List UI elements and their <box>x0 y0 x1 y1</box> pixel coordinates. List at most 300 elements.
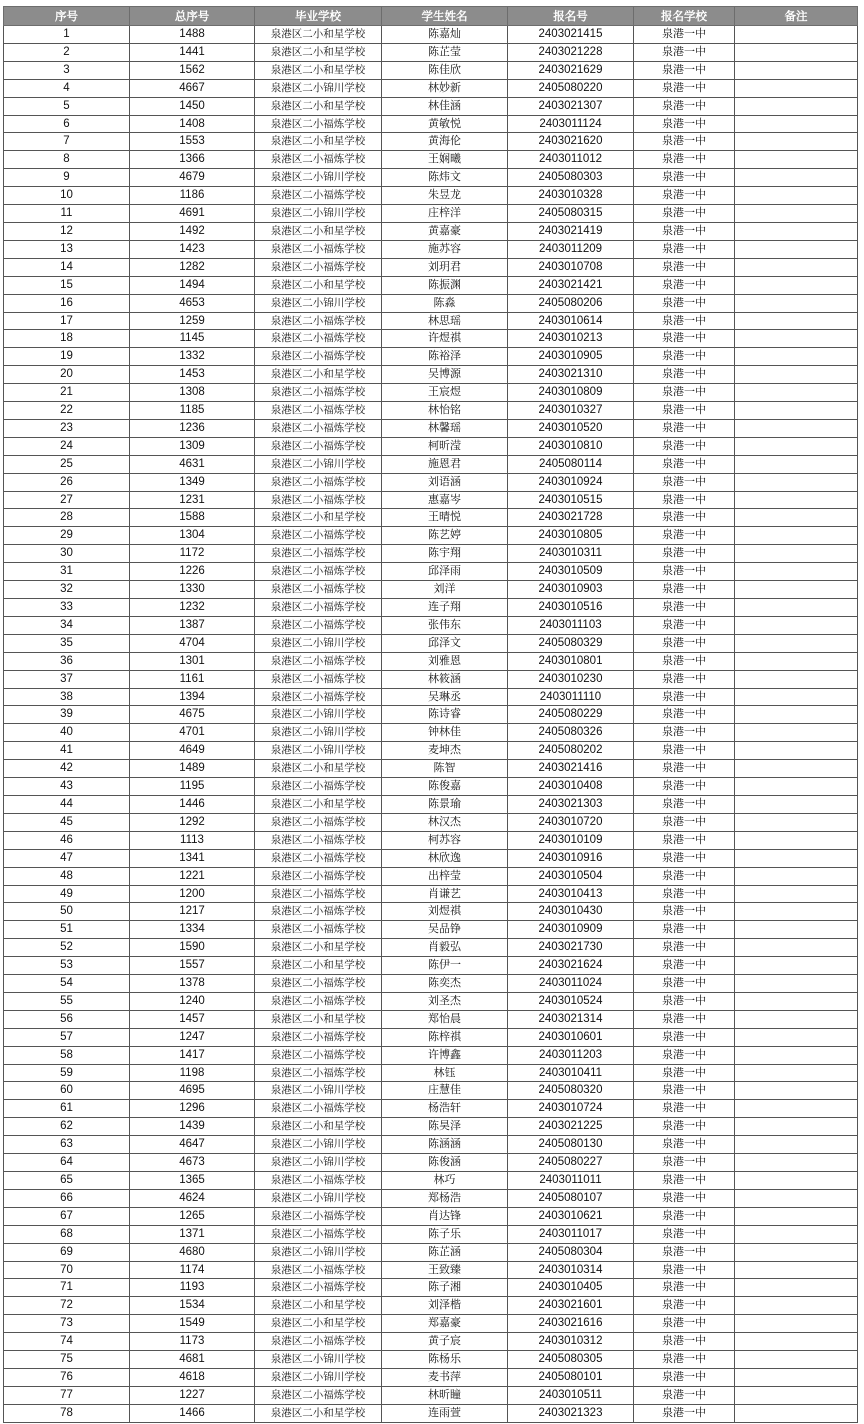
cell-graduation-school: 泉港区二小福炼学校 <box>255 437 382 455</box>
table-row <box>4 1351 858 1369</box>
cell-student-name: 出梓莹 <box>382 867 508 885</box>
cell-remarks <box>735 616 858 634</box>
cell-index: 40 <box>4 724 130 742</box>
cell-applied-school: 泉港一中 <box>634 1333 735 1351</box>
table-row <box>4 1261 858 1279</box>
cell-index: 49 <box>4 885 130 903</box>
table-row <box>4 957 858 975</box>
cell-remarks <box>735 348 858 366</box>
cell-remarks <box>735 885 858 903</box>
cell-index: 69 <box>4 1243 130 1261</box>
cell-registration-number: 2403021629 <box>508 61 634 79</box>
cell-registration-number: 2403021314 <box>508 1010 634 1028</box>
header-cell-total-index: 总序号 <box>130 7 255 26</box>
cell-remarks <box>735 1046 858 1064</box>
cell-graduation-school: 泉港区二小和星学校 <box>255 61 382 79</box>
cell-registration-number: 2403010524 <box>508 992 634 1010</box>
cell-index: 12 <box>4 222 130 240</box>
cell-registration-number: 2405080101 <box>508 1368 634 1386</box>
cell-total-index: 1387 <box>130 616 255 634</box>
cell-remarks <box>735 133 858 151</box>
cell-applied-school: 泉港一中 <box>634 1136 735 1154</box>
cell-remarks <box>735 760 858 778</box>
cell-index: 25 <box>4 455 130 473</box>
cell-total-index: 1371 <box>130 1225 255 1243</box>
cell-student-name: 肖毅弘 <box>382 939 508 957</box>
cell-student-name: 陈宇翔 <box>382 545 508 563</box>
cell-remarks <box>735 670 858 688</box>
cell-remarks <box>735 867 858 885</box>
cell-registration-number: 2403021728 <box>508 509 634 527</box>
cell-student-name: 陈诗睿 <box>382 706 508 724</box>
table-row <box>4 742 858 760</box>
cell-graduation-school: 泉港区二小福炼学校 <box>255 992 382 1010</box>
cell-student-name: 连子翔 <box>382 599 508 617</box>
table-row <box>4 26 858 44</box>
cell-total-index: 1590 <box>130 939 255 957</box>
cell-index: 61 <box>4 1100 130 1118</box>
cell-registration-number: 2405080304 <box>508 1243 634 1261</box>
table-row <box>4 169 858 187</box>
cell-applied-school: 泉港一中 <box>634 688 735 706</box>
table-row <box>4 527 858 545</box>
cell-student-name: 陈景瑜 <box>382 795 508 813</box>
cell-applied-school: 泉港一中 <box>634 1315 735 1333</box>
cell-total-index: 4631 <box>130 455 255 473</box>
cell-registration-number: 2403010810 <box>508 437 634 455</box>
cell-applied-school: 泉港一中 <box>634 831 735 849</box>
cell-student-name: 连雨萱 <box>382 1404 508 1422</box>
cell-applied-school: 泉港一中 <box>634 1404 735 1422</box>
cell-index: 19 <box>4 348 130 366</box>
cell-graduation-school: 泉港区二小福炼学校 <box>255 885 382 903</box>
cell-index: 54 <box>4 975 130 993</box>
cell-registration-number: 2403021228 <box>508 43 634 61</box>
cell-registration-number: 2403010614 <box>508 312 634 330</box>
cell-remarks <box>735 97 858 115</box>
cell-student-name: 林筱涵 <box>382 670 508 688</box>
cell-student-name: 陈嘉灿 <box>382 26 508 44</box>
cell-applied-school: 泉港一中 <box>634 670 735 688</box>
cell-student-name: 林欣逸 <box>382 849 508 867</box>
cell-graduation-school: 泉港区二小福炼学校 <box>255 1207 382 1225</box>
cell-remarks <box>735 778 858 796</box>
cell-student-name: 吴品铮 <box>382 921 508 939</box>
table-row <box>4 312 858 330</box>
cell-student-name: 林妙新 <box>382 79 508 97</box>
table-row <box>4 795 858 813</box>
cell-index: 59 <box>4 1064 130 1082</box>
cell-total-index: 1240 <box>130 992 255 1010</box>
cell-student-name: 朱昱龙 <box>382 187 508 205</box>
cell-graduation-school: 泉港区二小福炼学校 <box>255 527 382 545</box>
cell-total-index: 1231 <box>130 491 255 509</box>
cell-total-index: 1334 <box>130 921 255 939</box>
cell-student-name: 施苏容 <box>382 240 508 258</box>
cell-applied-school: 泉港一中 <box>634 79 735 97</box>
table-row <box>4 975 858 993</box>
table-row <box>4 455 858 473</box>
cell-total-index: 1227 <box>130 1386 255 1404</box>
cell-applied-school: 泉港一中 <box>634 187 735 205</box>
cell-remarks <box>735 581 858 599</box>
cell-student-name: 杨浩轩 <box>382 1100 508 1118</box>
cell-applied-school: 泉港一中 <box>634 26 735 44</box>
cell-student-name: 林钰 <box>382 1064 508 1082</box>
cell-registration-number: 2403021601 <box>508 1297 634 1315</box>
cell-remarks <box>735 437 858 455</box>
table-row <box>4 61 858 79</box>
cell-total-index: 1200 <box>130 885 255 903</box>
cell-registration-number: 2403010601 <box>508 1028 634 1046</box>
cell-total-index: 1330 <box>130 581 255 599</box>
cell-student-name: 陈奕杰 <box>382 975 508 993</box>
cell-graduation-school: 泉港区二小和星学校 <box>255 26 382 44</box>
cell-total-index: 1557 <box>130 957 255 975</box>
cell-student-name: 肖谦艺 <box>382 885 508 903</box>
cell-applied-school: 泉港一中 <box>634 616 735 634</box>
cell-applied-school: 泉港一中 <box>634 1225 735 1243</box>
cell-total-index: 1193 <box>130 1279 255 1297</box>
cell-total-index: 4681 <box>130 1351 255 1369</box>
cell-registration-number: 2403021303 <box>508 795 634 813</box>
cell-total-index: 1217 <box>130 903 255 921</box>
cell-graduation-school: 泉港区二小福炼学校 <box>255 1046 382 1064</box>
cell-remarks <box>735 1189 858 1207</box>
cell-graduation-school: 泉港区二小福炼学校 <box>255 831 382 849</box>
cell-registration-number: 2405080303 <box>508 169 634 187</box>
cell-remarks <box>735 1010 858 1028</box>
cell-graduation-school: 泉港区二小锦川学校 <box>255 169 382 187</box>
cell-registration-number: 2403011209 <box>508 240 634 258</box>
cell-total-index: 4701 <box>130 724 255 742</box>
cell-graduation-school: 泉港区二小福炼学校 <box>255 652 382 670</box>
cell-applied-school: 泉港一中 <box>634 1100 735 1118</box>
cell-applied-school: 泉港一中 <box>634 778 735 796</box>
header-cell-graduation-school: 毕业学校 <box>255 7 382 26</box>
cell-graduation-school: 泉港区二小福炼学校 <box>255 187 382 205</box>
table-row <box>4 79 858 97</box>
table-row <box>4 634 858 652</box>
cell-index: 62 <box>4 1118 130 1136</box>
cell-total-index: 1259 <box>130 312 255 330</box>
cell-registration-number: 2403010230 <box>508 670 634 688</box>
cell-registration-number: 2405080315 <box>508 205 634 223</box>
cell-graduation-school: 泉港区二小和星学校 <box>255 509 382 527</box>
cell-student-name: 麦坤杰 <box>382 742 508 760</box>
table-row <box>4 885 858 903</box>
cell-applied-school: 泉港一中 <box>634 813 735 831</box>
cell-registration-number: 2403010413 <box>508 885 634 903</box>
cell-index: 63 <box>4 1136 130 1154</box>
cell-index: 20 <box>4 366 130 384</box>
header-cell-registration-number: 报名号 <box>508 7 634 26</box>
cell-graduation-school: 泉港区二小福炼学校 <box>255 581 382 599</box>
cell-remarks <box>735 455 858 473</box>
cell-applied-school: 泉港一中 <box>634 849 735 867</box>
cell-registration-number: 2403010924 <box>508 473 634 491</box>
cell-registration-number: 2403010511 <box>508 1386 634 1404</box>
cell-registration-number: 2405080130 <box>508 1136 634 1154</box>
cell-student-name: 陈芷涵 <box>382 1243 508 1261</box>
cell-remarks <box>735 849 858 867</box>
cell-index: 4 <box>4 79 130 97</box>
cell-applied-school: 泉港一中 <box>634 760 735 778</box>
cell-registration-number: 2403010516 <box>508 599 634 617</box>
cell-registration-number: 2403010909 <box>508 921 634 939</box>
cell-total-index: 4691 <box>130 205 255 223</box>
cell-registration-number: 2403011024 <box>508 975 634 993</box>
cell-index: 71 <box>4 1279 130 1297</box>
cell-registration-number: 2403010411 <box>508 1064 634 1082</box>
table-row <box>4 402 858 420</box>
table-row <box>4 258 858 276</box>
cell-graduation-school: 泉港区二小和星学校 <box>255 366 382 384</box>
cell-remarks <box>735 151 858 169</box>
cell-registration-number: 2403021416 <box>508 760 634 778</box>
cell-remarks <box>735 1118 858 1136</box>
table-row <box>4 1172 858 1190</box>
cell-registration-number: 2405080220 <box>508 79 634 97</box>
cell-graduation-school: 泉港区二小锦川学校 <box>255 634 382 652</box>
cell-graduation-school: 泉港区二小锦川学校 <box>255 79 382 97</box>
cell-registration-number: 2405080326 <box>508 724 634 742</box>
cell-total-index: 1408 <box>130 115 255 133</box>
table-row <box>4 1207 858 1225</box>
table-row <box>4 1118 858 1136</box>
cell-applied-school: 泉港一中 <box>634 437 735 455</box>
table-row <box>4 1064 858 1082</box>
table-row <box>4 276 858 294</box>
cell-registration-number: 2403010109 <box>508 831 634 849</box>
cell-index: 37 <box>4 670 130 688</box>
cell-graduation-school: 泉港区二小福炼学校 <box>255 384 382 402</box>
cell-applied-school: 泉港一中 <box>634 867 735 885</box>
cell-graduation-school: 泉港区二小和星学校 <box>255 1118 382 1136</box>
cell-total-index: 1232 <box>130 599 255 617</box>
cell-index: 51 <box>4 921 130 939</box>
cell-applied-school: 泉港一中 <box>634 1046 735 1064</box>
cell-total-index: 1466 <box>130 1404 255 1422</box>
cell-graduation-school: 泉港区二小福炼学校 <box>255 778 382 796</box>
table-row <box>4 473 858 491</box>
cell-total-index: 1282 <box>130 258 255 276</box>
cell-registration-number: 2403011012 <box>508 151 634 169</box>
cell-index: 2 <box>4 43 130 61</box>
cell-graduation-school: 泉港区二小福炼学校 <box>255 1386 382 1404</box>
cell-total-index: 1553 <box>130 133 255 151</box>
cell-index: 34 <box>4 616 130 634</box>
cell-student-name: 刘语涵 <box>382 473 508 491</box>
cell-remarks <box>735 688 858 706</box>
cell-total-index: 1489 <box>130 760 255 778</box>
table-row <box>4 670 858 688</box>
table-row <box>4 1297 858 1315</box>
header-cell-remarks: 备注 <box>735 7 858 26</box>
cell-registration-number: 2403010327 <box>508 402 634 420</box>
cell-total-index: 4695 <box>130 1082 255 1100</box>
cell-student-name: 陈子乐 <box>382 1225 508 1243</box>
cell-applied-school: 泉港一中 <box>634 1386 735 1404</box>
cell-index: 28 <box>4 509 130 527</box>
cell-student-name: 刘煜祺 <box>382 903 508 921</box>
cell-total-index: 1308 <box>130 384 255 402</box>
cell-applied-school: 泉港一中 <box>634 921 735 939</box>
cell-index: 39 <box>4 706 130 724</box>
cell-student-name: 陈淼 <box>382 294 508 312</box>
cell-graduation-school: 泉港区二小福炼学校 <box>255 151 382 169</box>
cell-total-index: 1309 <box>130 437 255 455</box>
cell-applied-school: 泉港一中 <box>634 957 735 975</box>
table-row <box>4 1386 858 1404</box>
table-row <box>4 366 858 384</box>
cell-graduation-school: 泉港区二小福炼学校 <box>255 473 382 491</box>
cell-applied-school: 泉港一中 <box>634 205 735 223</box>
cell-applied-school: 泉港一中 <box>634 115 735 133</box>
cell-registration-number: 2403021421 <box>508 276 634 294</box>
cell-student-name: 陈艺婷 <box>382 527 508 545</box>
cell-graduation-school: 泉港区二小和星学校 <box>255 1297 382 1315</box>
cell-index: 38 <box>4 688 130 706</box>
cell-applied-school: 泉港一中 <box>634 795 735 813</box>
table-row <box>4 724 858 742</box>
cell-applied-school: 泉港一中 <box>634 1207 735 1225</box>
cell-student-name: 黄海伦 <box>382 133 508 151</box>
cell-total-index: 4704 <box>130 634 255 652</box>
cell-remarks <box>735 831 858 849</box>
table-row <box>4 491 858 509</box>
cell-applied-school: 泉港一中 <box>634 276 735 294</box>
table-row <box>4 581 858 599</box>
cell-registration-number: 2405080329 <box>508 634 634 652</box>
cell-index: 64 <box>4 1154 130 1172</box>
cell-remarks <box>735 1136 858 1154</box>
cell-applied-school: 泉港一中 <box>634 43 735 61</box>
table-row <box>4 545 858 563</box>
table-row <box>4 133 858 151</box>
table-row <box>4 1100 858 1118</box>
cell-student-name: 王晴悦 <box>382 509 508 527</box>
cell-index: 73 <box>4 1315 130 1333</box>
table-row <box>4 1028 858 1046</box>
cell-graduation-school: 泉港区二小福炼学校 <box>255 240 382 258</box>
cell-remarks <box>735 724 858 742</box>
cell-index: 30 <box>4 545 130 563</box>
cell-graduation-school: 泉港区二小福炼学校 <box>255 867 382 885</box>
cell-student-name: 陈佳欣 <box>382 61 508 79</box>
cell-student-name: 陈子湘 <box>382 1279 508 1297</box>
cell-graduation-school: 泉港区二小和星学校 <box>255 276 382 294</box>
cell-applied-school: 泉港一中 <box>634 133 735 151</box>
cell-graduation-school: 泉港区二小福炼学校 <box>255 1172 382 1190</box>
table-row <box>4 1404 858 1422</box>
cell-applied-school: 泉港一中 <box>634 1351 735 1369</box>
table-row <box>4 1315 858 1333</box>
cell-applied-school: 泉港一中 <box>634 312 735 330</box>
cell-remarks <box>735 1351 858 1369</box>
cell-student-name: 陈裕泽 <box>382 348 508 366</box>
cell-index: 72 <box>4 1297 130 1315</box>
cell-student-name: 林怡铭 <box>382 402 508 420</box>
cell-remarks <box>735 509 858 527</box>
cell-total-index: 1549 <box>130 1315 255 1333</box>
cell-index: 11 <box>4 205 130 223</box>
cell-student-name: 陈俊涵 <box>382 1154 508 1172</box>
cell-remarks <box>735 813 858 831</box>
cell-index: 52 <box>4 939 130 957</box>
cell-total-index: 4649 <box>130 742 255 760</box>
cell-applied-school: 泉港一中 <box>634 1243 735 1261</box>
cell-applied-school: 泉港一中 <box>634 473 735 491</box>
cell-index: 14 <box>4 258 130 276</box>
cell-applied-school: 泉港一中 <box>634 652 735 670</box>
cell-remarks <box>735 1243 858 1261</box>
cell-graduation-school: 泉港区二小福炼学校 <box>255 1333 382 1351</box>
cell-student-name: 陈芷莹 <box>382 43 508 61</box>
cell-index: 48 <box>4 867 130 885</box>
cell-applied-school: 泉港一中 <box>634 939 735 957</box>
table-row <box>4 43 858 61</box>
cell-graduation-school: 泉港区二小锦川学校 <box>255 1351 382 1369</box>
cell-student-name: 陈炜文 <box>382 169 508 187</box>
cell-registration-number: 2403010520 <box>508 419 634 437</box>
cell-remarks <box>735 975 858 993</box>
table-row <box>4 616 858 634</box>
cell-index: 21 <box>4 384 130 402</box>
cell-remarks <box>735 258 858 276</box>
cell-total-index: 4667 <box>130 79 255 97</box>
cell-total-index: 1173 <box>130 1333 255 1351</box>
table-row <box>4 1368 858 1386</box>
cell-total-index: 1145 <box>130 330 255 348</box>
cell-index: 53 <box>4 957 130 975</box>
cell-remarks <box>735 742 858 760</box>
cell-graduation-school: 泉港区二小锦川学校 <box>255 455 382 473</box>
cell-index: 32 <box>4 581 130 599</box>
cell-applied-school: 泉港一中 <box>634 1189 735 1207</box>
cell-applied-school: 泉港一中 <box>634 402 735 420</box>
cell-remarks <box>735 1404 858 1422</box>
cell-registration-number: 2403010905 <box>508 348 634 366</box>
table-row <box>4 151 858 169</box>
cell-student-name: 邱泽文 <box>382 634 508 652</box>
cell-index: 47 <box>4 849 130 867</box>
cell-registration-number: 2403010311 <box>508 545 634 563</box>
cell-registration-number: 2403011110 <box>508 688 634 706</box>
table-row <box>4 1082 858 1100</box>
cell-total-index: 1265 <box>130 1207 255 1225</box>
cell-applied-school: 泉港一中 <box>634 169 735 187</box>
cell-applied-school: 泉港一中 <box>634 455 735 473</box>
cell-graduation-school: 泉港区二小锦川学校 <box>255 1368 382 1386</box>
cell-index: 31 <box>4 563 130 581</box>
cell-total-index: 1341 <box>130 849 255 867</box>
cell-student-name: 钟林佳 <box>382 724 508 742</box>
cell-student-name: 黄子宸 <box>382 1333 508 1351</box>
table-row <box>4 205 858 223</box>
cell-index: 8 <box>4 151 130 169</box>
table-row <box>4 115 858 133</box>
cell-graduation-school: 泉港区二小福炼学校 <box>255 670 382 688</box>
header-row <box>4 7 858 26</box>
cell-graduation-school: 泉港区二小福炼学校 <box>255 975 382 993</box>
cell-registration-number: 2405080305 <box>508 1351 634 1369</box>
cell-index: 67 <box>4 1207 130 1225</box>
cell-applied-school: 泉港一中 <box>634 1010 735 1028</box>
cell-index: 43 <box>4 778 130 796</box>
table-row <box>4 1046 858 1064</box>
cell-index: 35 <box>4 634 130 652</box>
